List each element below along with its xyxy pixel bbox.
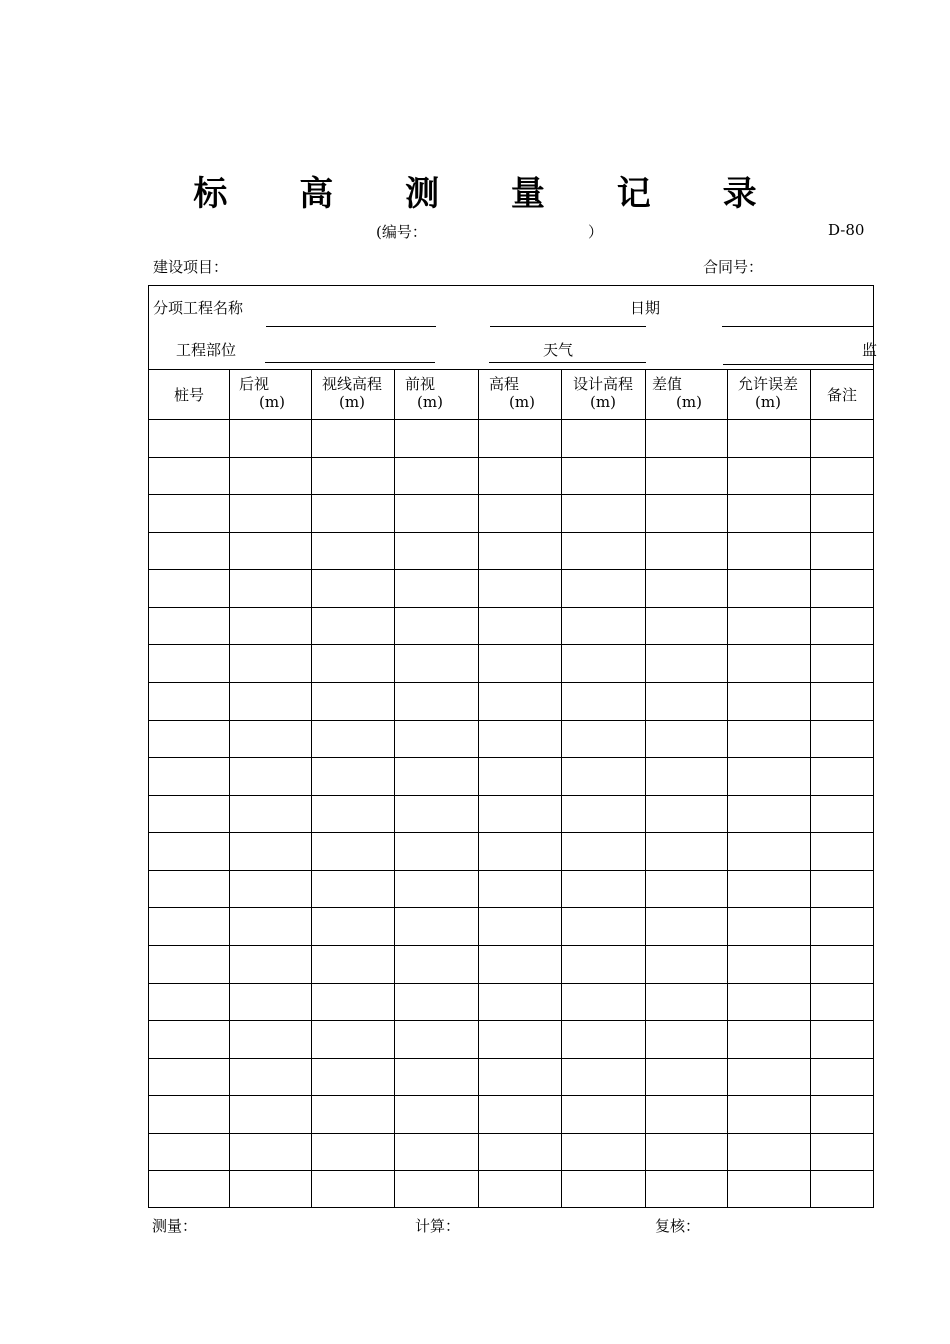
col-header-design-elevation: 设计高程 (m) (573, 375, 634, 411)
col-header-backsight: 后视 (m) (239, 375, 285, 411)
page-title: 标 高 测 量 记 录 (193, 174, 787, 214)
table-row[interactable] (149, 645, 873, 682)
measured-by-label: 测量： (152, 1217, 198, 1235)
location-label: 工程部位 (176, 341, 237, 359)
table-row[interactable] (149, 570, 873, 607)
table-row[interactable] (149, 458, 873, 495)
table-row[interactable] (149, 1096, 873, 1133)
form-code: D-80 (828, 221, 865, 239)
table-row[interactable] (149, 796, 873, 833)
table-row[interactable] (149, 721, 873, 758)
table-row[interactable] (149, 908, 873, 945)
col-header-remarks: 备注 (827, 386, 858, 404)
table-row[interactable] (149, 608, 873, 645)
table-row[interactable] (149, 420, 873, 457)
project-label: 建设项目： (153, 258, 229, 276)
table-row[interactable] (149, 833, 873, 870)
table-row[interactable] (149, 871, 873, 908)
table-row[interactable] (149, 946, 873, 983)
date-field-left[interactable] (490, 326, 646, 327)
contract-label: 合同号： (703, 258, 764, 276)
weather-field[interactable] (489, 362, 646, 363)
supervisor-field[interactable] (723, 364, 874, 365)
table-row[interactable] (149, 1059, 873, 1096)
date-label: 日期 (630, 299, 661, 317)
table-row[interactable] (149, 1171, 873, 1208)
col-header-difference: 差值 (m) (652, 375, 702, 411)
calculated-by-label: 计算： (415, 1217, 461, 1235)
row-divider (148, 369, 874, 370)
table-row[interactable] (149, 984, 873, 1021)
item-name-label: 分项工程名称 (153, 299, 244, 317)
supervisor-label: 监 (862, 341, 878, 359)
col-header-instrument-height: 视线高程 (m) (322, 375, 383, 411)
location-field[interactable] (265, 362, 435, 363)
table-row[interactable] (149, 683, 873, 720)
table-row[interactable] (149, 758, 873, 795)
serial-number-close: ） (588, 223, 604, 241)
date-field-right[interactable] (722, 326, 874, 327)
col-header-tolerance: 允许误差 (m) (738, 375, 799, 411)
col-header-station: 桩号 (174, 386, 205, 404)
weather-label: 天气 (543, 341, 574, 359)
serial-number-label: (编号： (376, 223, 427, 241)
col-header-elevation: 高程 (m) (489, 375, 535, 411)
table-row[interactable] (149, 1021, 873, 1058)
col-header-foresight: 前视 (m) (405, 375, 443, 411)
item-name-field[interactable] (266, 326, 436, 327)
table-row[interactable] (149, 495, 873, 532)
table-row[interactable] (149, 533, 873, 570)
table-row[interactable] (149, 1134, 873, 1171)
reviewed-by-label: 复核： (655, 1217, 701, 1235)
